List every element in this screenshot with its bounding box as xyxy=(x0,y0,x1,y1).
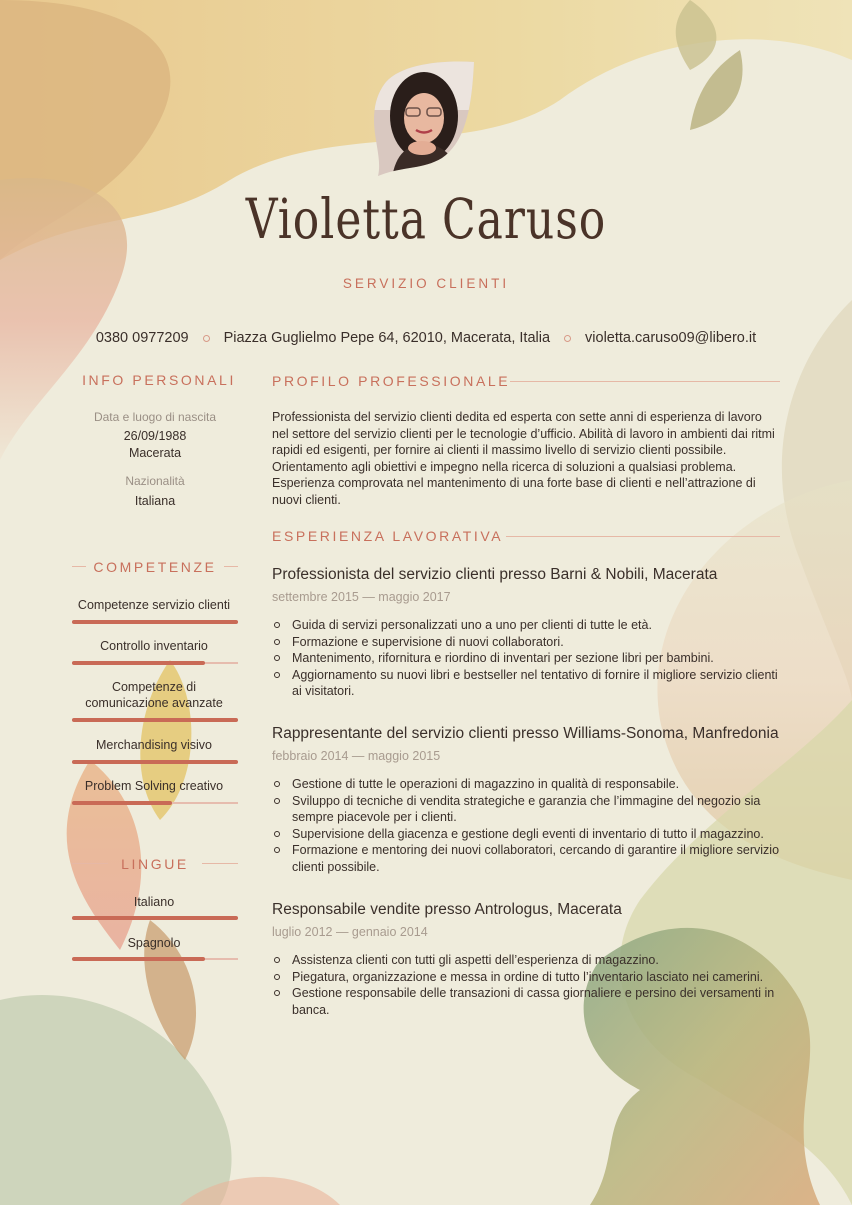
nationality-label: Nazionalità xyxy=(125,474,185,488)
divider xyxy=(224,566,238,567)
address: Piazza Guglielmo Pepe 64, 62010, Macerata, Italia xyxy=(223,330,551,346)
phone-number: 0380 0977209 xyxy=(95,330,189,346)
list-item: Formazione e mentoring dei nuovi collaboratori, cercando di garantire il migliore servizio clienti possibile. xyxy=(272,842,782,875)
divider xyxy=(506,536,780,537)
job-title: Rappresentante del servizio clienti presso Williams-Sonoma, Manfredonia xyxy=(272,725,779,742)
nationality: Italiana xyxy=(134,494,176,508)
job-date: febbraio 2014 — maggio 2015 xyxy=(272,749,441,763)
birth-place: Macerata xyxy=(128,446,182,460)
separator-dot xyxy=(203,335,210,342)
languages-heading: LINGUE xyxy=(121,856,189,872)
experience-heading: ESPERIENZA LAVORATIVA xyxy=(272,528,504,544)
email-link[interactable]: violetta.caruso09@libero.it xyxy=(585,330,757,346)
skill-bar-fill xyxy=(72,661,205,665)
skill-bar-fill xyxy=(72,718,238,722)
skill-bar xyxy=(72,761,238,763)
avatar xyxy=(372,60,476,178)
job-title: Responsabile vendite presso Antrologus, Macerata xyxy=(272,901,622,918)
job-role: SERVIZIO CLIENTI xyxy=(342,276,510,291)
skill-bar xyxy=(72,621,238,623)
language-label: Spagnolo xyxy=(127,936,181,950)
divider xyxy=(510,381,780,382)
birth-date: 26/09/1988 xyxy=(123,429,187,443)
job-date: luglio 2012 — gennaio 2014 xyxy=(272,925,428,939)
personal-info-heading: INFO PERSONALI xyxy=(82,372,236,388)
list-item: Guida di servizi personalizzati uno a uno per clienti di tutte le età. xyxy=(272,617,782,634)
list-item: Supervisione della giacenza e gestione degli eventi di inventario di tutto il magazzino. xyxy=(272,826,782,843)
contact-bar xyxy=(0,330,852,346)
job-duties xyxy=(272,776,782,876)
skill-bar xyxy=(72,719,238,721)
job-title: Professionista del servizio clienti presso Barni & Nobili, Macerata xyxy=(272,566,718,583)
skill-label: Problem Solving creativo xyxy=(84,779,224,793)
list-item: Gestione responsabile delle transazioni di cassa giornaliere e persino dei versamenti in banca. xyxy=(272,985,782,1018)
skill-label: Competenze di comunicazione avanzate xyxy=(85,680,223,710)
language-bar xyxy=(72,917,238,919)
language-bar xyxy=(72,958,238,960)
list-item: Piegatura, organizzazione e messa in ordine di tutto l’inventario lasciato nei camerini. xyxy=(272,969,782,986)
profile-heading: PROFILO PROFESSIONALE xyxy=(272,373,511,389)
profile-text: Professionista del servizio clienti dedita ed esperta con sette anni di esperienza di lavoro nel settore del servizio clienti per le tecnologie d’ufficio. Abilità di lavoro in ambienti dai ritmi rapidi ed esigenti, per fornire ai clienti il massimo livello di servizio clienti possibile. Orientamento agli obiettivi e impegno nella ricerca di soluzioni a qualsiasi problema. Esperienza comprovata nel mantenimento di una forte base di clienti e nell’attrazione di nuovi clienti. xyxy=(272,410,775,507)
skills-heading: COMPETENZE xyxy=(93,559,217,575)
person-name: Violetta Caruso xyxy=(245,188,607,252)
list-item: Gestione di tutte le operazioni di magazzino in qualità di responsabile. xyxy=(272,776,782,793)
birth-label: Data e luogo di nascita xyxy=(93,410,217,424)
job-duties xyxy=(272,617,782,700)
skill-bar-fill xyxy=(72,801,172,805)
skill-bar xyxy=(72,802,238,804)
language-bar-fill xyxy=(72,957,205,961)
skill-label: Competenze servizio clienti xyxy=(77,598,231,612)
list-item: Formazione e supervisione di nuovi collaboratori. xyxy=(272,634,782,651)
separator-dot xyxy=(564,335,571,342)
skill-bar-fill xyxy=(72,620,238,624)
language-bar-fill xyxy=(72,916,238,920)
language-label: Italiano xyxy=(133,895,175,909)
job-duties xyxy=(272,952,782,1018)
skill-bar xyxy=(72,662,238,664)
list-item: Mantenimento, rifornitura e riordino di inventari per sezione libri per bambini. xyxy=(272,650,782,667)
divider xyxy=(202,863,238,864)
skill-label: Merchandising visivo xyxy=(95,738,213,752)
job-date: settembre 2015 — maggio 2017 xyxy=(272,590,451,604)
list-item: Aggiornamento su nuovi libri e bestseller nel tentativo di fornire il migliore servizio clienti ai visitatori. xyxy=(272,667,782,700)
list-item: Sviluppo di tecniche di vendita strategiche e garanzia che l’immagine del negozio sia sempre piacevole per i clienti. xyxy=(272,793,782,826)
skill-bar-fill xyxy=(72,760,238,764)
list-item: Assistenza clienti con tutti gli aspetti dell’esperienza di magazzino. xyxy=(272,952,782,969)
skill-label: Controllo inventario xyxy=(100,639,208,653)
